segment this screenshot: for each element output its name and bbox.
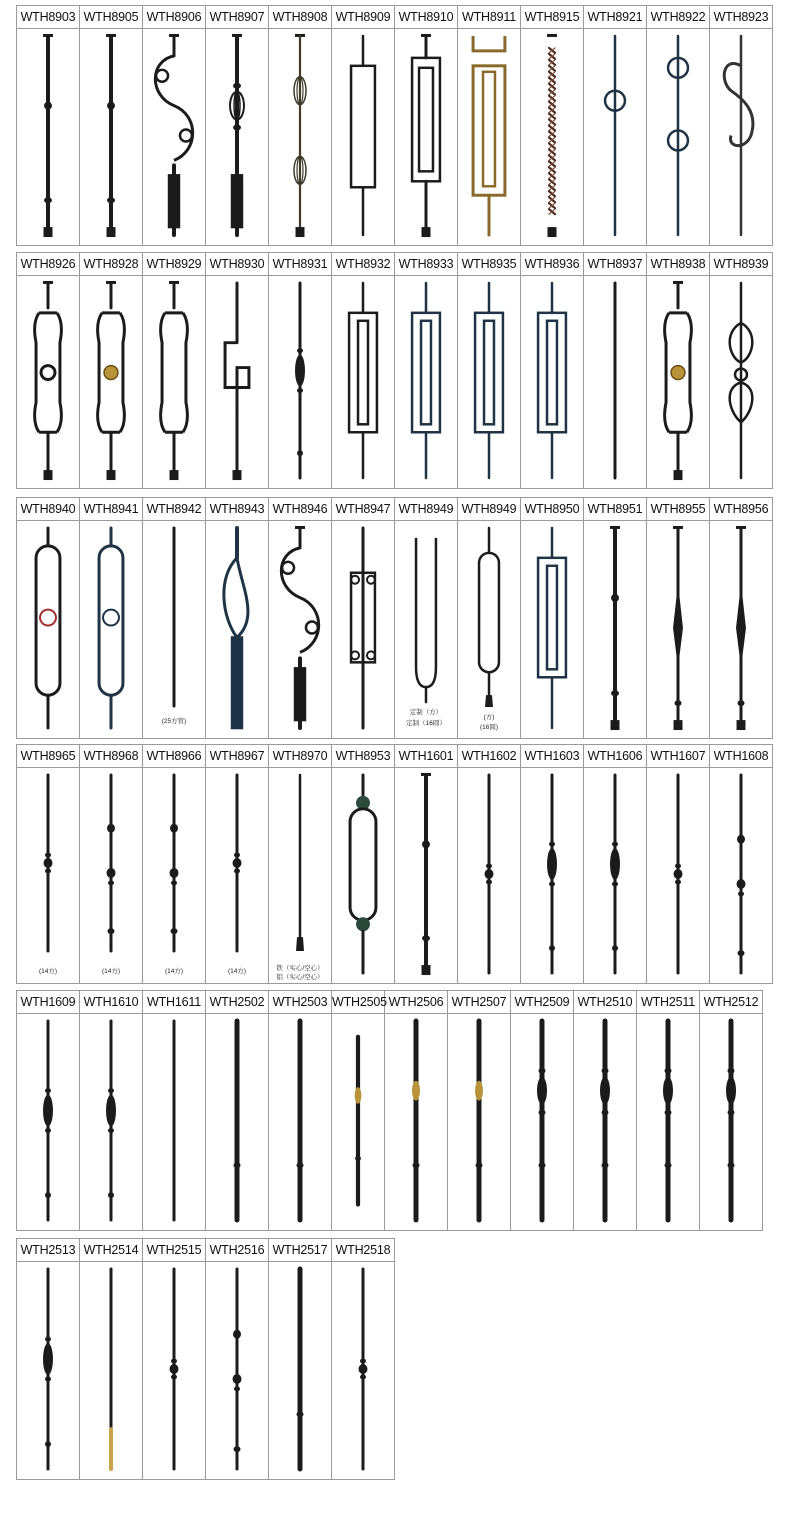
product-tile[interactable] <box>80 745 143 984</box>
product-tile[interactable] <box>17 253 80 489</box>
product-code: WTH8931 <box>269 253 331 276</box>
spec-note: (14方) <box>164 968 184 975</box>
product-code: WTH2502 <box>206 991 268 1014</box>
spec-note: (16圆) <box>479 724 499 731</box>
baluster-image <box>584 275 646 488</box>
product-tile[interactable] <box>143 253 206 489</box>
product-code: WTH2514 <box>80 1239 142 1262</box>
product-tile[interactable] <box>206 745 269 984</box>
product-tile[interactable] <box>80 991 143 1231</box>
baluster-image <box>143 1013 205 1230</box>
baluster-image <box>17 520 79 738</box>
product-code: WTH1608 <box>710 745 772 768</box>
product-tile[interactable] <box>206 6 269 246</box>
baluster-image <box>143 28 205 245</box>
product-code: WTH8923 <box>710 6 772 29</box>
product-code: WTH8922 <box>647 6 709 29</box>
baluster-image <box>143 520 205 716</box>
product-code: WTH2515 <box>143 1239 205 1262</box>
baluster-image <box>206 1261 268 1479</box>
product-tile[interactable] <box>710 253 773 489</box>
product-code: WTH2509 <box>511 991 573 1014</box>
product-tile[interactable] <box>647 745 710 984</box>
baluster-image <box>206 275 268 488</box>
baluster-image <box>710 275 772 488</box>
product-tile[interactable] <box>143 745 206 984</box>
product-code: WTH8911 <box>458 6 520 29</box>
product-code: WTH2505 <box>332 991 384 1014</box>
spec-note: (14方) <box>227 968 247 975</box>
product-code: WTH8930 <box>206 253 268 276</box>
product-tile[interactable] <box>647 253 710 489</box>
product-tile[interactable] <box>511 991 574 1231</box>
baluster-image <box>17 28 79 245</box>
baluster-image <box>458 275 520 488</box>
catalog-row-2 <box>16 252 773 489</box>
baluster-image <box>647 767 709 983</box>
product-tile[interactable] <box>332 6 395 246</box>
baluster-image <box>710 520 772 738</box>
product-tile[interactable] <box>269 253 332 489</box>
product-code: WTH1602 <box>458 745 520 768</box>
product-code: WTH8953 <box>332 745 394 768</box>
product-tile[interactable] <box>458 745 521 984</box>
baluster-image <box>511 1013 573 1230</box>
baluster-image <box>448 1013 510 1230</box>
product-code: WTH8946 <box>269 498 331 521</box>
baluster-image <box>143 1261 205 1479</box>
product-code: WTH8915 <box>521 6 583 29</box>
product-tile[interactable] <box>332 745 395 984</box>
baluster-image <box>17 767 79 961</box>
baluster-image <box>710 28 772 245</box>
product-tile[interactable] <box>584 498 647 739</box>
product-tile[interactable] <box>710 498 773 739</box>
product-tile[interactable] <box>332 991 385 1231</box>
baluster-image <box>269 1013 331 1230</box>
baluster-image <box>584 767 646 983</box>
product-tile[interactable] <box>458 498 521 739</box>
product-code: WTH8941 <box>80 498 142 521</box>
catalog-row-6 <box>16 1238 395 1480</box>
product-code: WTH1601 <box>395 745 457 768</box>
product-tile[interactable] <box>647 498 710 739</box>
baluster-image <box>710 767 772 983</box>
baluster-image <box>395 767 457 983</box>
product-tile[interactable] <box>458 6 521 246</box>
catalog-row-3 <box>16 497 773 739</box>
product-tile[interactable] <box>584 6 647 246</box>
spec-note: 铝（实心/空心） <box>276 974 324 981</box>
product-tile[interactable] <box>385 991 448 1231</box>
baluster-image <box>332 520 394 738</box>
product-tile[interactable] <box>637 991 700 1231</box>
baluster-image <box>332 28 394 245</box>
product-code: WTH8965 <box>17 745 79 768</box>
product-code: WTH2516 <box>206 1239 268 1262</box>
baluster-image <box>332 1261 394 1479</box>
product-code: WTH8955 <box>647 498 709 521</box>
baluster-image <box>637 1013 699 1230</box>
product-code: WTH8949 <box>395 498 457 521</box>
product-tile[interactable] <box>332 1239 395 1480</box>
baluster-image <box>385 1013 447 1230</box>
product-code: WTH8906 <box>143 6 205 29</box>
baluster-image <box>521 28 583 245</box>
spec-note: 铁（实心/空心） <box>276 965 324 972</box>
baluster-image <box>269 1261 331 1479</box>
baluster-image <box>80 28 142 245</box>
spec-note: (25方管) <box>161 718 187 725</box>
spec-note: 定制（方） <box>409 709 443 716</box>
product-code: WTH8907 <box>206 6 268 29</box>
product-code: WTH8937 <box>584 253 646 276</box>
product-tile[interactable] <box>269 6 332 246</box>
catalog-row-1 <box>16 5 773 246</box>
product-code: WTH1609 <box>17 991 79 1014</box>
product-code: WTH8939 <box>710 253 772 276</box>
product-tile[interactable] <box>17 745 80 984</box>
baluster-image <box>458 28 520 245</box>
product-tile[interactable] <box>521 498 584 739</box>
baluster-image <box>80 520 142 738</box>
product-code: WTH8949 <box>458 498 520 521</box>
product-code: WTH8940 <box>17 498 79 521</box>
baluster-image <box>584 520 646 738</box>
product-tile[interactable] <box>206 991 269 1231</box>
baluster-image <box>647 520 709 738</box>
product-tile[interactable] <box>269 498 332 739</box>
product-code: WTH8933 <box>395 253 457 276</box>
baluster-image <box>395 520 457 716</box>
product-code: WTH2517 <box>269 1239 331 1262</box>
product-tile[interactable] <box>584 253 647 489</box>
product-code: WTH8966 <box>143 745 205 768</box>
product-code: WTH8943 <box>206 498 268 521</box>
spec-note: (方) <box>483 714 495 721</box>
catalog-row-4 <box>16 744 773 984</box>
product-code: WTH1611 <box>143 991 205 1014</box>
product-tile[interactable] <box>395 6 458 246</box>
product-code: WTH2510 <box>574 991 636 1014</box>
baluster-image <box>80 275 142 488</box>
product-tile[interactable] <box>395 745 458 984</box>
product-tile[interactable] <box>143 498 206 739</box>
catalog-row-5 <box>16 990 763 1231</box>
product-tile[interactable] <box>332 253 395 489</box>
product-code: WTH8942 <box>143 498 205 521</box>
product-tile[interactable] <box>17 498 80 739</box>
baluster-image <box>647 275 709 488</box>
product-code: WTH1603 <box>521 745 583 768</box>
baluster-image <box>80 767 142 961</box>
product-tile[interactable] <box>521 745 584 984</box>
spec-note: (14方) <box>38 968 58 975</box>
product-tile[interactable] <box>574 991 637 1231</box>
product-tile[interactable] <box>395 253 458 489</box>
baluster-image <box>647 28 709 245</box>
product-code: WTH1606 <box>584 745 646 768</box>
baluster-image <box>458 520 520 716</box>
product-code: WTH8938 <box>647 253 709 276</box>
baluster-image <box>17 1261 79 1479</box>
baluster-image <box>574 1013 636 1230</box>
product-tile[interactable] <box>17 6 80 246</box>
product-code: WTH8909 <box>332 6 394 29</box>
product-tile[interactable] <box>80 1239 143 1480</box>
product-code: WTH2512 <box>700 991 762 1014</box>
product-tile[interactable] <box>521 253 584 489</box>
product-code: WTH8903 <box>17 6 79 29</box>
product-tile[interactable] <box>269 1239 332 1480</box>
baluster-image <box>332 1013 384 1230</box>
baluster-image <box>17 1013 79 1230</box>
product-tile[interactable] <box>448 991 511 1231</box>
product-code: WTH1610 <box>80 991 142 1014</box>
product-code: WTH2513 <box>17 1239 79 1262</box>
product-tile[interactable] <box>143 991 206 1231</box>
baluster-image <box>395 28 457 245</box>
baluster-image <box>206 28 268 245</box>
product-code: WTH8950 <box>521 498 583 521</box>
baluster-image <box>458 767 520 983</box>
product-code: WTH8936 <box>521 253 583 276</box>
product-tile[interactable] <box>80 498 143 739</box>
product-tile[interactable] <box>458 253 521 489</box>
baluster-image <box>269 28 331 245</box>
product-code: WTH8908 <box>269 6 331 29</box>
baluster-image <box>332 767 394 983</box>
product-tile[interactable] <box>17 1239 80 1480</box>
product-code: WTH2507 <box>448 991 510 1014</box>
product-tile[interactable] <box>143 6 206 246</box>
product-tile[interactable] <box>206 1239 269 1480</box>
product-tile[interactable] <box>269 991 332 1231</box>
product-code: WTH8970 <box>269 745 331 768</box>
product-code: WTH8967 <box>206 745 268 768</box>
baluster-image <box>269 767 331 961</box>
baluster-image <box>206 767 268 961</box>
product-code: WTH8905 <box>80 6 142 29</box>
baluster-image <box>395 275 457 488</box>
spec-note: (14方) <box>101 968 121 975</box>
product-code: WTH2518 <box>332 1239 394 1262</box>
baluster-image <box>521 520 583 738</box>
product-tile[interactable] <box>143 1239 206 1480</box>
product-code: WTH8910 <box>395 6 457 29</box>
product-tile[interactable] <box>17 991 80 1231</box>
baluster-image <box>206 1013 268 1230</box>
baluster-image <box>332 275 394 488</box>
baluster-image <box>143 767 205 961</box>
product-tile[interactable] <box>332 498 395 739</box>
baluster-image <box>584 28 646 245</box>
baluster-image <box>80 1261 142 1479</box>
product-code: WTH8935 <box>458 253 520 276</box>
baluster-image <box>521 275 583 488</box>
product-tile[interactable] <box>584 745 647 984</box>
product-code: WTH2511 <box>637 991 699 1014</box>
product-code: WTH8928 <box>80 253 142 276</box>
product-tile[interactable] <box>521 6 584 246</box>
product-tile[interactable] <box>206 253 269 489</box>
baluster-image <box>269 275 331 488</box>
baluster-image <box>521 767 583 983</box>
product-tile[interactable] <box>395 498 458 739</box>
product-code: WTH8926 <box>17 253 79 276</box>
product-code: WTH8921 <box>584 6 646 29</box>
product-tile[interactable] <box>269 745 332 984</box>
product-code: WTH8951 <box>584 498 646 521</box>
product-tile[interactable] <box>206 498 269 739</box>
product-tile[interactable] <box>80 6 143 246</box>
product-code: WTH8968 <box>80 745 142 768</box>
product-code: WTH8929 <box>143 253 205 276</box>
product-code: WTH8932 <box>332 253 394 276</box>
product-tile[interactable] <box>710 745 773 984</box>
product-tile[interactable] <box>700 991 763 1231</box>
spec-note: 定制（16圆） <box>406 720 446 727</box>
product-code: WTH2506 <box>385 991 447 1014</box>
product-tile[interactable] <box>80 253 143 489</box>
product-code: WTH8956 <box>710 498 772 521</box>
product-code: WTH2503 <box>269 991 331 1014</box>
baluster-image <box>700 1013 762 1230</box>
baluster-image <box>206 520 268 738</box>
baluster-image <box>143 275 205 488</box>
baluster-image <box>269 520 331 738</box>
baluster-image <box>80 1013 142 1230</box>
baluster-image <box>17 275 79 488</box>
product-code: WTH8947 <box>332 498 394 521</box>
product-tile[interactable] <box>647 6 710 246</box>
product-code: WTH1607 <box>647 745 709 768</box>
product-tile[interactable] <box>710 6 773 246</box>
